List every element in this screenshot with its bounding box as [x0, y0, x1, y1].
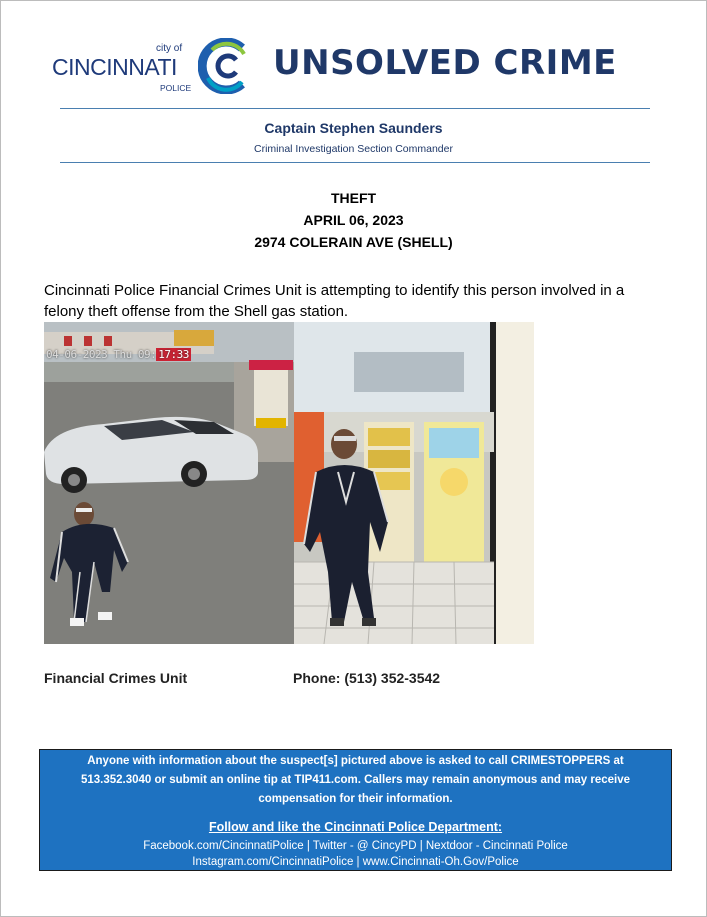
logo-c-emblem-icon: [198, 38, 252, 94]
phone-number: Phone: (513) 352-3542: [293, 670, 441, 686]
social-links-line-2: Instagram.com/CincinnatiPolice | www.Cincinnati-Oh.Gov/Police: [192, 856, 519, 868]
crime-type: THEFT: [330, 190, 377, 206]
social-links-line-1: Facebook.com/CincinnatiPolice | Twitter - @ CincyPD | Nextdoor - Cincinnati Police: [143, 840, 568, 852]
logo-police: POLICE: [160, 83, 192, 93]
commander-title: Criminal Investigation Section Commander: [253, 143, 453, 155]
logo-city-of: city of: [156, 43, 183, 54]
cincinnati-police-logo: [52, 38, 252, 98]
timestamp-date: 04-06-2023 Thu 09:: [46, 348, 157, 361]
tip-text: Anyone with information about the suspect[s] pictured above is asked to call CRIMESTOPPERS at 513.352.3040 or submit an online tip at TIP411.com. Callers may remain anonymous and may receive compensation for their information.: [80, 755, 631, 805]
surveillance-photo-exterior: [44, 322, 294, 644]
logo-city-name: CINCINNATI: [52, 54, 177, 80]
unit-name: Financial Crimes Unit: [44, 670, 188, 686]
crime-date: APRIL 06, 2023: [303, 212, 404, 228]
divider-bottom: [60, 162, 650, 163]
crime-location: 2974 COLERAIN AVE (SHELL): [254, 234, 453, 250]
video-timestamp: [46, 348, 191, 361]
headline: UNSOLVED CRIME: [273, 43, 617, 83]
divider-top: [60, 108, 650, 109]
social-links: [40, 838, 671, 870]
description: Cincinnati Police Financial Crimes Unit is attempting to identify this person involved in a felony theft offense from the Shell gas station.: [44, 282, 625, 320]
commander-name: Captain Stephen Saunders: [264, 120, 443, 136]
timestamp-time: 17:33: [158, 348, 189, 361]
follow-heading: Follow and like the Cincinnati Police Department:: [208, 820, 503, 834]
crimestoppers-info-box: [39, 749, 672, 871]
crime-details: [0, 187, 707, 253]
surveillance-photo-interior: [294, 322, 534, 644]
